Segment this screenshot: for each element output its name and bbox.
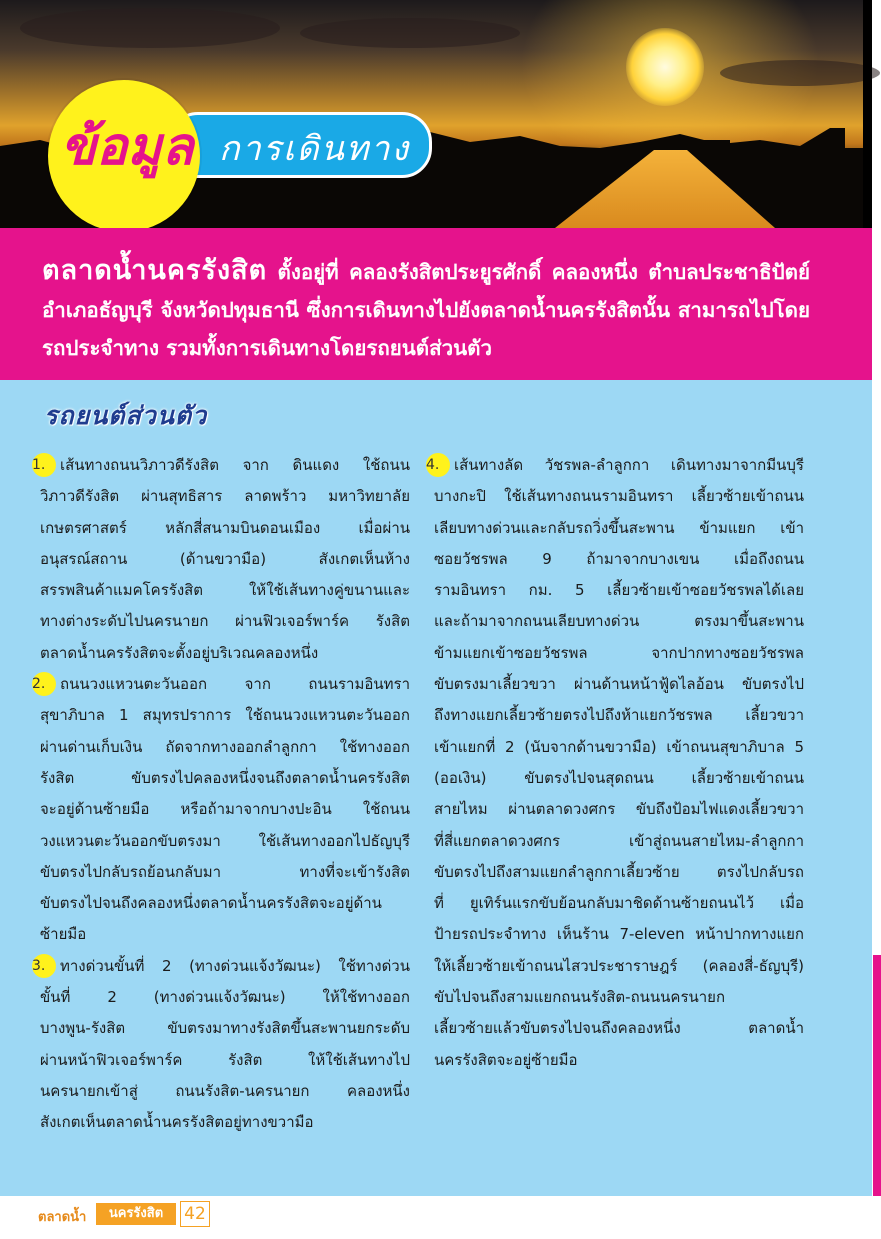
line-text: เกษตรศาสตร์ หลักสี่สนามบินดอนเมือง เมื่อผ่าน bbox=[40, 518, 410, 537]
line-text: สรรพสินค้าแมคโครรังสิต ให้ใช้เส้นทางคู่ขนานและ bbox=[40, 581, 410, 600]
line-text: วิภาวดีรังสิต ผ่านสุทธิสาร ลาดพร้าว มหาวิทยาลัย bbox=[40, 487, 410, 506]
line-text: และถ้ามาจากถนนเลียบทางด่วน ตรงมาขึ้นสะพาน bbox=[434, 612, 804, 631]
text-line bbox=[40, 763, 410, 794]
intro-paragraph bbox=[42, 252, 810, 367]
line-text: รังสิต ขับตรงไปคลองหนึ่งจนถึงตลาดน้ำนครรังสิต bbox=[40, 768, 410, 787]
line-text: ผ่านด่านเก็บเงิน ถัดจากทางออกลำลูกกา ใช้ทางออก bbox=[40, 737, 410, 756]
edge-strip bbox=[863, 0, 872, 228]
line-text: ถึงทางแยกเลี้ยวซ้ายตรงไปถึงห้าแยกวัชรพล เลี้ยวขวา bbox=[434, 706, 804, 725]
text-line bbox=[40, 826, 410, 857]
text-line bbox=[434, 669, 804, 700]
line-text: ป้ายรถประจำทาง เห็นร้าน 7-eleven หน้าปากทางแยก bbox=[434, 925, 804, 944]
line-text: รามอินทรา กม. 5 เลี้ยวซ้ายเข้าซอยวัชรพลได้เลย bbox=[434, 581, 804, 600]
page-footer bbox=[0, 1196, 881, 1239]
text-line bbox=[40, 982, 410, 1013]
line-text: ขับตรงไปถึงสามแยกลำลูกกาเลี้ยวซ้าย ตรงไปกลับรถ bbox=[434, 862, 804, 881]
line-text: สุขาภิบาล 1 สมุทรปราการ ใช้ถนนวงแหวนตะวันออก bbox=[40, 706, 410, 725]
text-line bbox=[40, 888, 410, 919]
title-pill bbox=[168, 112, 432, 178]
cloud bbox=[720, 60, 880, 86]
intro-body: ตั้งอยู่ที่ คลองรังสิตประยูรศักดิ์ คลองหนึ่ง ตำบลประชาธิปัตย์ อำเภอธัญบุรี จังหวัดปทุมธานี ซึ่งการเดินทางไปยังตลาดน้ำนครรังสิตนั้น สามารถไปโดยรถประจำทาง รวมทั้งการเดินทางโดยรถยนต์ส่วนตัว bbox=[42, 260, 810, 360]
text-line bbox=[40, 1013, 410, 1044]
text-line bbox=[426, 450, 804, 481]
line-text: ที่ ยูเทิร์นแรกขับย้อนกลับมาชิดด้านซ้ายถนนไว้ เมื่อ bbox=[434, 894, 804, 913]
text-line bbox=[32, 450, 410, 481]
text-line bbox=[434, 982, 804, 1013]
line-text: จะอยู่ด้านซ้ายมือ หรือถ้ามาจากบางปะอิน ใช้ถนน bbox=[40, 800, 410, 819]
line-text: วงแหวนตะวันออกขับตรงมา ใช้เส้นทางออกไปธัญบุรี bbox=[40, 831, 410, 850]
right-column bbox=[426, 450, 804, 1076]
line-text: ขั้นที่ 2 (ทางด่วนแจ้งวัฒนะ) ให้ใช้ทางออก bbox=[40, 988, 410, 1007]
cloud bbox=[20, 8, 280, 48]
side-stripe bbox=[873, 955, 881, 1196]
text-line bbox=[40, 544, 410, 575]
line-text: ที่สี่แยกตลาดวงศกร เข้าสู่ถนนสายไหม-ลำลูกกา bbox=[434, 831, 804, 850]
section-title: รถยนต์ส่วนตัว bbox=[44, 401, 208, 430]
text-line bbox=[40, 1045, 410, 1076]
text-line bbox=[434, 951, 804, 982]
text-line bbox=[40, 606, 410, 637]
text-line bbox=[40, 919, 410, 950]
line-text: เลียบทางด่วนและกลับรถวิ่งขึ้นสะพาน ข้ามแยก เข้า bbox=[434, 518, 804, 537]
text-line bbox=[434, 794, 804, 825]
line-text: นครรังสิตจะอยู่ซ้ายมือ bbox=[434, 1050, 578, 1069]
list-number-badge: 4. bbox=[426, 453, 450, 477]
text-line bbox=[434, 857, 804, 888]
text-line bbox=[434, 606, 804, 637]
line-text: เลี้ยวซ้ายแล้วขับตรงไปจนถึงคลองหนึ่ง ตลาดน้ำ bbox=[434, 1019, 804, 1038]
intro-band bbox=[0, 228, 872, 380]
footer-brand: ตลาดน้ำ bbox=[38, 1210, 87, 1225]
line-text: ขับตรงมาเลี้ยวขวา ผ่านด้านหน้าฟู้ดไลอ้อน ขับตรงไป bbox=[434, 675, 804, 694]
title-pill-text: การเดินทาง bbox=[219, 129, 410, 169]
intro-lead: ตลาดน้ำนครรังสิต bbox=[42, 255, 268, 286]
text-line bbox=[40, 732, 410, 763]
line-text: เส้นทางลัด วัชรพล-ลำลูกกา เดินทางมาจากมีนบุรี bbox=[454, 456, 804, 474]
line-text: ให้เลี้ยวซ้ายเข้าถนนไสวประชาราษฎร์ (คลองสี่-ธัญบุรี) bbox=[434, 956, 804, 975]
line-text: ซ้ายมือ bbox=[40, 925, 87, 944]
line-text: สายไหม ผ่านตลาดวงศกร ขับถึงป้อมไฟแดงเลี้ยวขวา bbox=[434, 800, 804, 819]
line-text: เส้นทางถนนวิภาวดีรังสิต จาก ดินแดง ใช้ถนน bbox=[60, 456, 410, 474]
list-number-badge: 2. bbox=[32, 672, 56, 696]
text-line bbox=[434, 1013, 804, 1044]
line-text: ซอยวัชรพล 9 ถ้ามาจากบางเขน เมื่อถึงถนน bbox=[434, 549, 804, 568]
page-number: 42 bbox=[180, 1201, 210, 1227]
line-text: อนุสรณ์สถาน (ด้านขวามือ) สังเกตเห็นห้าง bbox=[40, 549, 410, 568]
text-line bbox=[434, 1045, 804, 1076]
line-text: ทางด่วนขั้นที่ 2 (ทางด่วนแจ้งวัฒนะ) ใช้ทางด่วน bbox=[60, 956, 410, 975]
cloud bbox=[300, 18, 520, 48]
line-text: บางพูน-รังสิต ขับตรงมาทางรังสิตขึ้นสะพานยกระดับ bbox=[40, 1019, 410, 1038]
list-number-badge: 3. bbox=[32, 954, 56, 978]
title-circle-text: ข้อมูล bbox=[60, 116, 194, 177]
text-line bbox=[434, 888, 804, 919]
text-line bbox=[40, 481, 410, 512]
line-text: ขับตรงไปจนถึงคลองหนึ่งตลาดน้ำนครรังสิตจะอยู่ด้าน bbox=[40, 894, 382, 913]
line-text: เข้าแยกที่ 2 (นับจากด้านขวามือ) เข้าถนนสุขาภิบาล 5 bbox=[434, 737, 804, 756]
text-line bbox=[434, 700, 804, 731]
text-line bbox=[40, 1076, 410, 1107]
text-line bbox=[40, 513, 410, 544]
text-line bbox=[40, 1107, 410, 1138]
text-line bbox=[40, 794, 410, 825]
text-line bbox=[434, 826, 804, 857]
sun bbox=[626, 28, 704, 106]
line-text: ขับไปจนถึงสามแยกถนนรังสิต-ถนนนครนายก bbox=[434, 988, 726, 1007]
line-text: (ออเงิน) ขับตรงไปจนสุดถนน เลี้ยวซ้ายเข้าถนน bbox=[434, 768, 804, 787]
text-line bbox=[434, 732, 804, 763]
text-line bbox=[434, 513, 804, 544]
line-text: ขับตรงไปกลับรถย้อนกลับมา ทางที่จะเข้ารังสิต bbox=[40, 862, 410, 881]
line-text: ข้ามแยกเข้าซอยวัชรพล จากปากทางซอยวัชรพล bbox=[434, 643, 804, 662]
line-text: นครนายกเข้าสู่ ถนนรังสิต-นครนายก คลองหนึ่ง bbox=[40, 1081, 410, 1100]
left-column bbox=[32, 450, 410, 1139]
line-text: ถนนวงแหวนตะวันออก จาก ถนนรามอินทรา bbox=[60, 675, 410, 694]
text-line bbox=[434, 919, 804, 950]
footer-tag: นครรังสิต bbox=[96, 1203, 176, 1225]
text-line bbox=[434, 575, 804, 606]
text-line bbox=[32, 669, 410, 700]
text-line bbox=[40, 857, 410, 888]
text-line bbox=[40, 700, 410, 731]
text-line bbox=[434, 481, 804, 512]
text-line bbox=[40, 638, 410, 669]
title-circle bbox=[48, 80, 200, 232]
line-text: ผ่านหน้าฟิวเจอร์พาร์ค รังสิต ให้ใช้เส้นทางไป bbox=[40, 1050, 410, 1069]
list-number-badge: 1. bbox=[32, 453, 56, 477]
text-line bbox=[434, 638, 804, 669]
text-line bbox=[40, 575, 410, 606]
line-text: สังเกตเห็นตลาดน้ำนครรังสิตอยู่ทางขวามือ bbox=[40, 1113, 314, 1132]
text-line bbox=[434, 763, 804, 794]
line-text: ตลาดน้ำนครรังสิตจะตั้งอยู่บริเวณคลองหนึ่ง bbox=[40, 643, 319, 662]
line-text: ทางต่างระดับไปนครนายก ผ่านฟิวเจอร์พาร์ค รังสิต bbox=[40, 612, 410, 631]
text-line bbox=[434, 544, 804, 575]
text-line bbox=[32, 951, 410, 982]
line-text: บางกะปิ ใช้เส้นทางถนนรามอินทรา เลี้ยวซ้ายเข้าถนน bbox=[434, 487, 804, 506]
